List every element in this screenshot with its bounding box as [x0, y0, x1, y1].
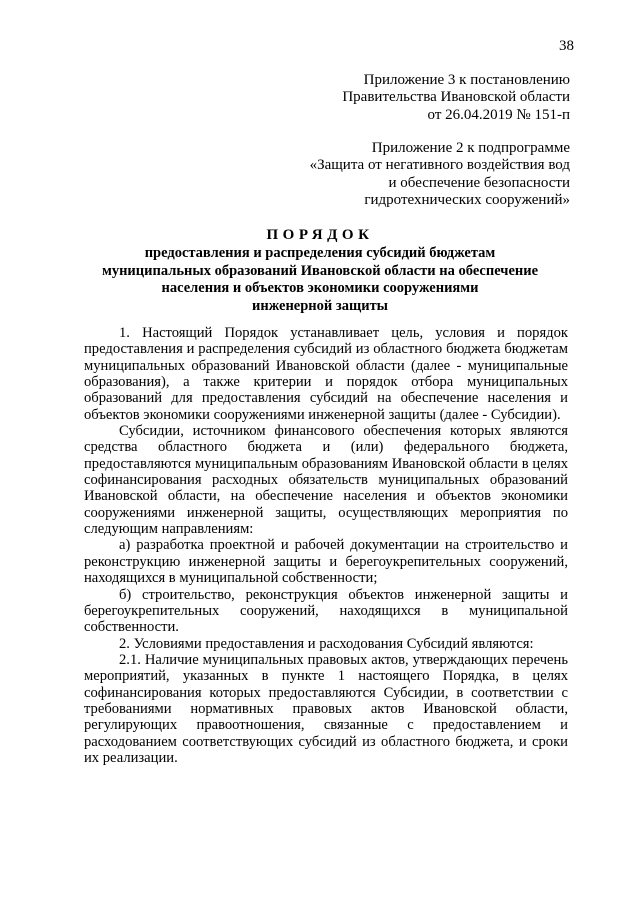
document-title: ПОРЯДОК	[266, 227, 374, 243]
body-paragraph: Субсидии, источником финансового обеспечения которых являются средства областного бюджета и (или) федерального бюджета, предоставляются муниципальным образованиям Ивановской области в целях софинансирования расходных обязательств муниципальных образований Ивановской области, на обеспечение населения и объектов экономики сооружениями инженерной защиты, осуществляющих мероприятия по следующим направлениям:	[84, 423, 568, 538]
body-paragraph: б) строительство, реконструкция объектов инженерной защиты и берегоукрепительных сооружений, находящихся в муниципальной собственности.	[84, 586, 568, 636]
appendix-line: от 26.04.2019 № 151-п	[427, 106, 570, 123]
appendix-line: «Защита от негативного воздействия вод	[309, 157, 570, 174]
body-paragraph: а) разработка проектной и рабочей документации на строительство и реконструкцию инженерной защиты и берегоукрепительных сооружений, находящихся в муниципальной собственности;	[84, 537, 568, 587]
appendix-line: Приложение 3 к постановлению	[363, 72, 570, 88]
document-body	[84, 325, 568, 766]
body-paragraph: 1. Настоящий Порядок устанавливает цель, условия и порядок предоставления и распределения субсидий из областного бюджета бюджетам муниципальных образований Ивановской области (далее - муниципальные образования), а также критерии и порядок отбора муниципальных образований для предоставления субсидий на обеспечение населения и объектов экономики сооружениями инженерной защиты (далее - Субсидии).	[84, 325, 568, 423]
body-paragraph: 2. Условиями предоставления и расходования Субсидий являются:	[119, 635, 534, 652]
appendix-line: и обеспечение безопасности	[388, 174, 570, 191]
appendix-line: Правительства Ивановской области	[342, 89, 570, 106]
subtitle-line: инженерной защиты	[251, 297, 389, 314]
body-paragraph: 2.1. Наличие муниципальных правовых актов, утверждающих перечень мероприятий, указанных в пункте 1 настоящего Порядка, в целях софинансирования которых предоставляются Субсидии, в соответствии с требованиями нормативных правовых актов Ивановской области, регулирующих правоотношения, связанные с предоставлением и расходованием соответствующих субсидий из областного бюджета, и сроки их реализации.	[84, 651, 568, 766]
subtitle-line: предоставления и распределения субсидий бюджетам	[144, 245, 496, 261]
appendix-resolution-note	[342, 72, 570, 124]
subtitle-line: населения и объектов экономики сооружениями	[161, 280, 479, 296]
subtitle-line: муниципальных образований Ивановской области на обеспечение	[101, 262, 539, 279]
appendix-subprogram-note	[310, 140, 570, 210]
appendix-line: Приложение 2 к подпрограмме	[371, 140, 570, 156]
document-subtitle	[80, 245, 560, 315]
appendix-line: гидротехнических сооружений»	[364, 192, 570, 209]
page-number: 38	[559, 38, 574, 54]
